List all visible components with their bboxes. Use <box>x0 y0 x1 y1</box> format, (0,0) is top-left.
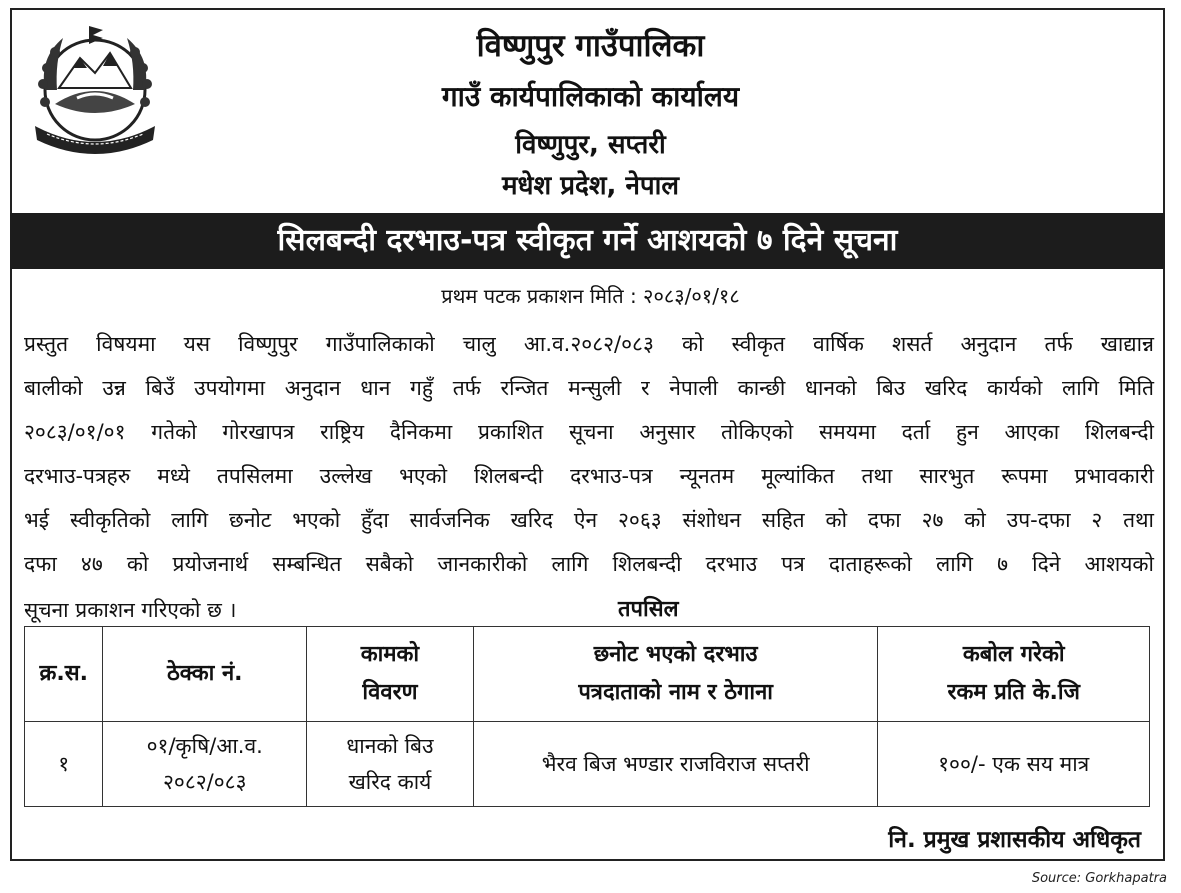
header-work-description: कामको विवरण <box>307 627 474 722</box>
body-line-6: दफा ४७ को प्रयोजनार्थ सम्बन्धित सबैको जानकारीको लागि शिलबन्दी दरभाउ पत्र दाताहरूको लागि ७ दिने आशयको <box>24 552 1154 576</box>
cell-amount: १००/- एक सय मात्र <box>878 722 1150 807</box>
header-bidder-name-address: छनोट भएको दरभाउ पत्रदाताको नाम र ठेगाना <box>473 627 878 722</box>
cell-contract-no: ०१/कृषि/आ.व. २०८२/०८३ <box>103 722 307 807</box>
notice-title-banner: सिलबन्दी दरभाउ-पत्र स्वीकृत गर्ने आशयको ७ दिने सूचना <box>10 213 1165 269</box>
header-serial: क्र.स. <box>25 627 103 722</box>
cell-serial: १ <box>25 722 103 807</box>
selected-bidder-table <box>24 626 1150 807</box>
signature-title: नि. प्रमुख प्रशासकीय अधिकृत <box>888 827 1141 853</box>
body-line-2: बालीको उन्न बिउँ उपयोगमा अनुदान धान गहुँ तर्फ रन्जित मन्सुली र नेपाली कान्छी धानको बिउ खरिद कार्यको लागि मिति <box>24 376 1154 400</box>
office-location: विष्णुपुर, सप्तरी <box>515 130 666 160</box>
publication-date: प्रथम पटक प्रकाशन मिति : २०८३/०१/१८ <box>441 284 740 308</box>
cell-work-description: धानको बिउ खरिद कार्य <box>307 722 474 807</box>
source-credit: Source: Gorkhapatra <box>1031 871 1167 886</box>
schedule-heading: तपसिल <box>618 597 679 622</box>
municipality-name: विष्णुपुर गाउँपालिका <box>476 28 705 64</box>
body-line-7: सूचना प्रकाशन गरिएको छ । <box>24 598 237 622</box>
office-name: गाउँ कार्यपालिकाको कार्यालय <box>441 80 740 113</box>
body-line-1: प्रस्तुत विषयमा यस विष्णुपुर गाउँपालिकाको चालु आ.व.२०८२/०८३ को स्वीकृत वार्षिक शसर्त अनुदान तर्फ खाद्यान्न <box>24 332 1154 356</box>
province-country: मधेश प्रदेश, नेपाल <box>501 171 680 201</box>
header-quoted-amount: कबोल गरेको रकम प्रति के.जि <box>878 627 1150 722</box>
body-line-4: दरभाउ-पत्रहरु मध्ये तपसिलमा उल्लेख भएको शिलबन्दी दरभाउ-पत्र न्यूनतम मूल्यांकित तथा सारभुत रूपमा प्रभावकारी <box>24 464 1154 488</box>
header-contract-no: ठेक्का नं. <box>103 627 307 722</box>
table-row <box>25 722 1150 807</box>
cell-bidder: भैरव बिज भण्डार राजविराज सप्तरी <box>473 722 878 807</box>
table-header-row <box>25 627 1150 722</box>
body-line-3: २०८३/०१/०१ गतेको गोरखापत्र राष्ट्रिय दैनिकमा प्रकाशित सूचना अनुसार तोकिएको समयमा दर्ता हुन आएका शिलबन्दी <box>24 420 1154 444</box>
body-line-5: भई स्वीकृतिको लागि छनोट भएको हुँदा सार्वजनिक खरिद ऐन २०६३ संशोधन सहित को दफा २७ को उप-दफा २ तथा <box>24 508 1154 532</box>
